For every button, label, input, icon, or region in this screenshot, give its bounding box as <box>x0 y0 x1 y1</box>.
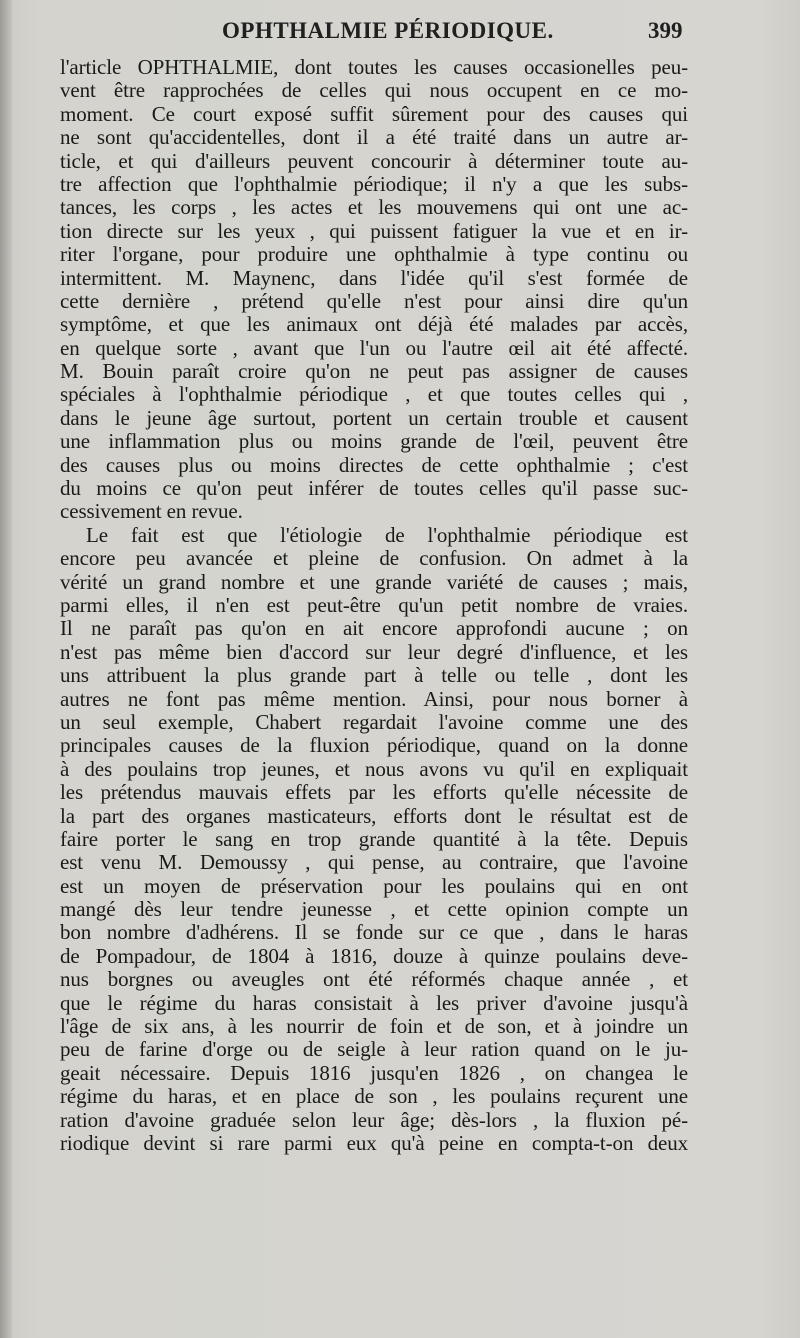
text-line: bon nombre d'adhérens. Il se fonde sur ce que , dans le haras <box>60 920 688 945</box>
text-line: ne sont qu'accidentelles, dont il a été traité dans un autre ar- <box>60 125 688 150</box>
body-text <box>60 56 688 1155</box>
text-line: M. Bouin paraît croire qu'on ne peut pas assigner de causes <box>60 359 688 384</box>
running-title: OPHTHALMIE PÉRIODIQUE. <box>222 18 554 43</box>
text-line: symptôme, et que les animaux ont déjà été malades par accès, <box>60 312 688 337</box>
text-line: en quelque sorte , avant que l'un ou l'autre œil ait été affecté. <box>60 335 688 360</box>
text-line: intermittent. M. Maynenc, dans l'idée qu'il s'est formée de <box>60 265 688 290</box>
text-line: autres ne font pas même mention. Ainsi, pour nous borner à <box>60 686 688 711</box>
text-line: uns attribuent la plus grande part à telle ou telle , dont les <box>60 663 688 688</box>
text-line: un seul exemple, Chabert regardait l'avoine comme une des <box>60 709 688 734</box>
text-line: moment. Ce court exposé suffit sûrement pour des causes qui <box>60 101 688 126</box>
text-line: du moins ce qu'on peut inférer de toutes celles qu'il passe suc- <box>60 476 688 501</box>
text-line: ration d'avoine graduée selon leur âge; dès-lors , la fluxion pé- <box>60 1107 688 1132</box>
text-line: geait nécessaire. Depuis 1816 jusqu'en 1826 , on changea le <box>60 1060 688 1085</box>
text-line: est venu M. Demoussy , qui pense, au contraire, que l'avoine <box>60 850 688 875</box>
text-line: de Pompadour, de 1804 à 1816, douze à quinze poulains deve- <box>60 943 688 968</box>
text-line: encore peu avancée et pleine de confusion. On admet à la <box>60 546 688 571</box>
text-line: des causes plus ou moins directes de cette ophthalmie ; c'est <box>60 452 688 477</box>
text-line: Il ne paraît pas qu'on en ait encore approfondi aucune ; on <box>60 616 688 641</box>
text-line: vérité un grand nombre et une grande variété de causes ; mais, <box>60 569 688 594</box>
text-line: n'est pas même bien d'accord sur leur degré d'influence, et les <box>60 639 688 664</box>
text-line: tances, les corps , les actes et les mouvemens qui ont une ac- <box>60 195 688 220</box>
text-line: riter l'organe, pour produire une ophthalmie à type continu ou <box>60 242 688 267</box>
text-line: principales causes de la fluxion périodique, quand on la donne <box>60 733 688 758</box>
text-line: ticle, et qui d'ailleurs peuvent concourir à déterminer toute au- <box>60 148 688 173</box>
text-line: la part des organes masticateurs, efforts dont le résultat est de <box>60 803 688 828</box>
text-line: mangé dès leur tendre jeunesse , et cette opinion compte un <box>60 897 688 922</box>
text-line: nus borgnes ou aveugles ont été réformés chaque année , et <box>60 967 688 992</box>
text-line: cette dernière , prétend qu'elle n'est pour ainsi dire qu'un <box>60 288 688 313</box>
text-line: l'article OPHTHALMIE, dont toutes les causes occasionelles peu- <box>60 55 688 79</box>
text-line: les prétendus mauvais effets par les efforts qu'elle nécessite de <box>60 780 688 805</box>
text-line: que le régime du haras consistait à les priver d'avoine jusqu'à <box>60 990 688 1015</box>
text-line: à des poulains trop jeunes, et nous avons vu qu'il en expliquait <box>60 756 688 781</box>
text-line: dans le jeune âge surtout, portent un certain trouble et causent <box>60 405 688 430</box>
text-line: riodique devint si rare parmi eux qu'à peine en compta-t-on deux <box>60 1130 688 1155</box>
text-line: tion directe sur les yeux , qui puissent fatiguer la vue et en ir- <box>60 218 688 243</box>
text-line: régime du haras, et en place de son , les poulains reçurent une <box>60 1084 688 1109</box>
text-line: Le fait est que l'étiologie de l'ophthalmie périodique est <box>86 522 688 547</box>
text-line: parmi elles, il n'en est peut-être qu'un petit nombre de vraies. <box>60 592 688 617</box>
text-line: peu de farine d'orge ou de seigle à leur ration quand on le ju- <box>60 1037 688 1062</box>
text-line: est un moyen de préservation pour les poulains qui en ont <box>60 873 688 898</box>
text-line: tre affection que l'ophthalmie périodique; il n'y a que les subs- <box>60 171 688 196</box>
text-line: l'âge de six ans, à les nourrir de foin et de son, et à joindre un <box>60 1014 688 1039</box>
text-line: une inflammation plus ou moins grande de l'œil, peuvent être <box>60 429 688 454</box>
text-line: faire porter le sang en trop grande quantité à la tête. Depuis <box>60 826 688 851</box>
page-header <box>0 16 800 50</box>
text-line: vent être rapprochées de celles qui nous occupent en ce mo- <box>60 78 688 103</box>
text-line: spéciales à l'ophthalmie périodique , et que toutes celles qui , <box>60 382 688 407</box>
page-number: 399 <box>648 18 683 43</box>
text-line: cessivement en revue. <box>60 499 243 524</box>
page-binding-edge <box>0 0 12 1338</box>
